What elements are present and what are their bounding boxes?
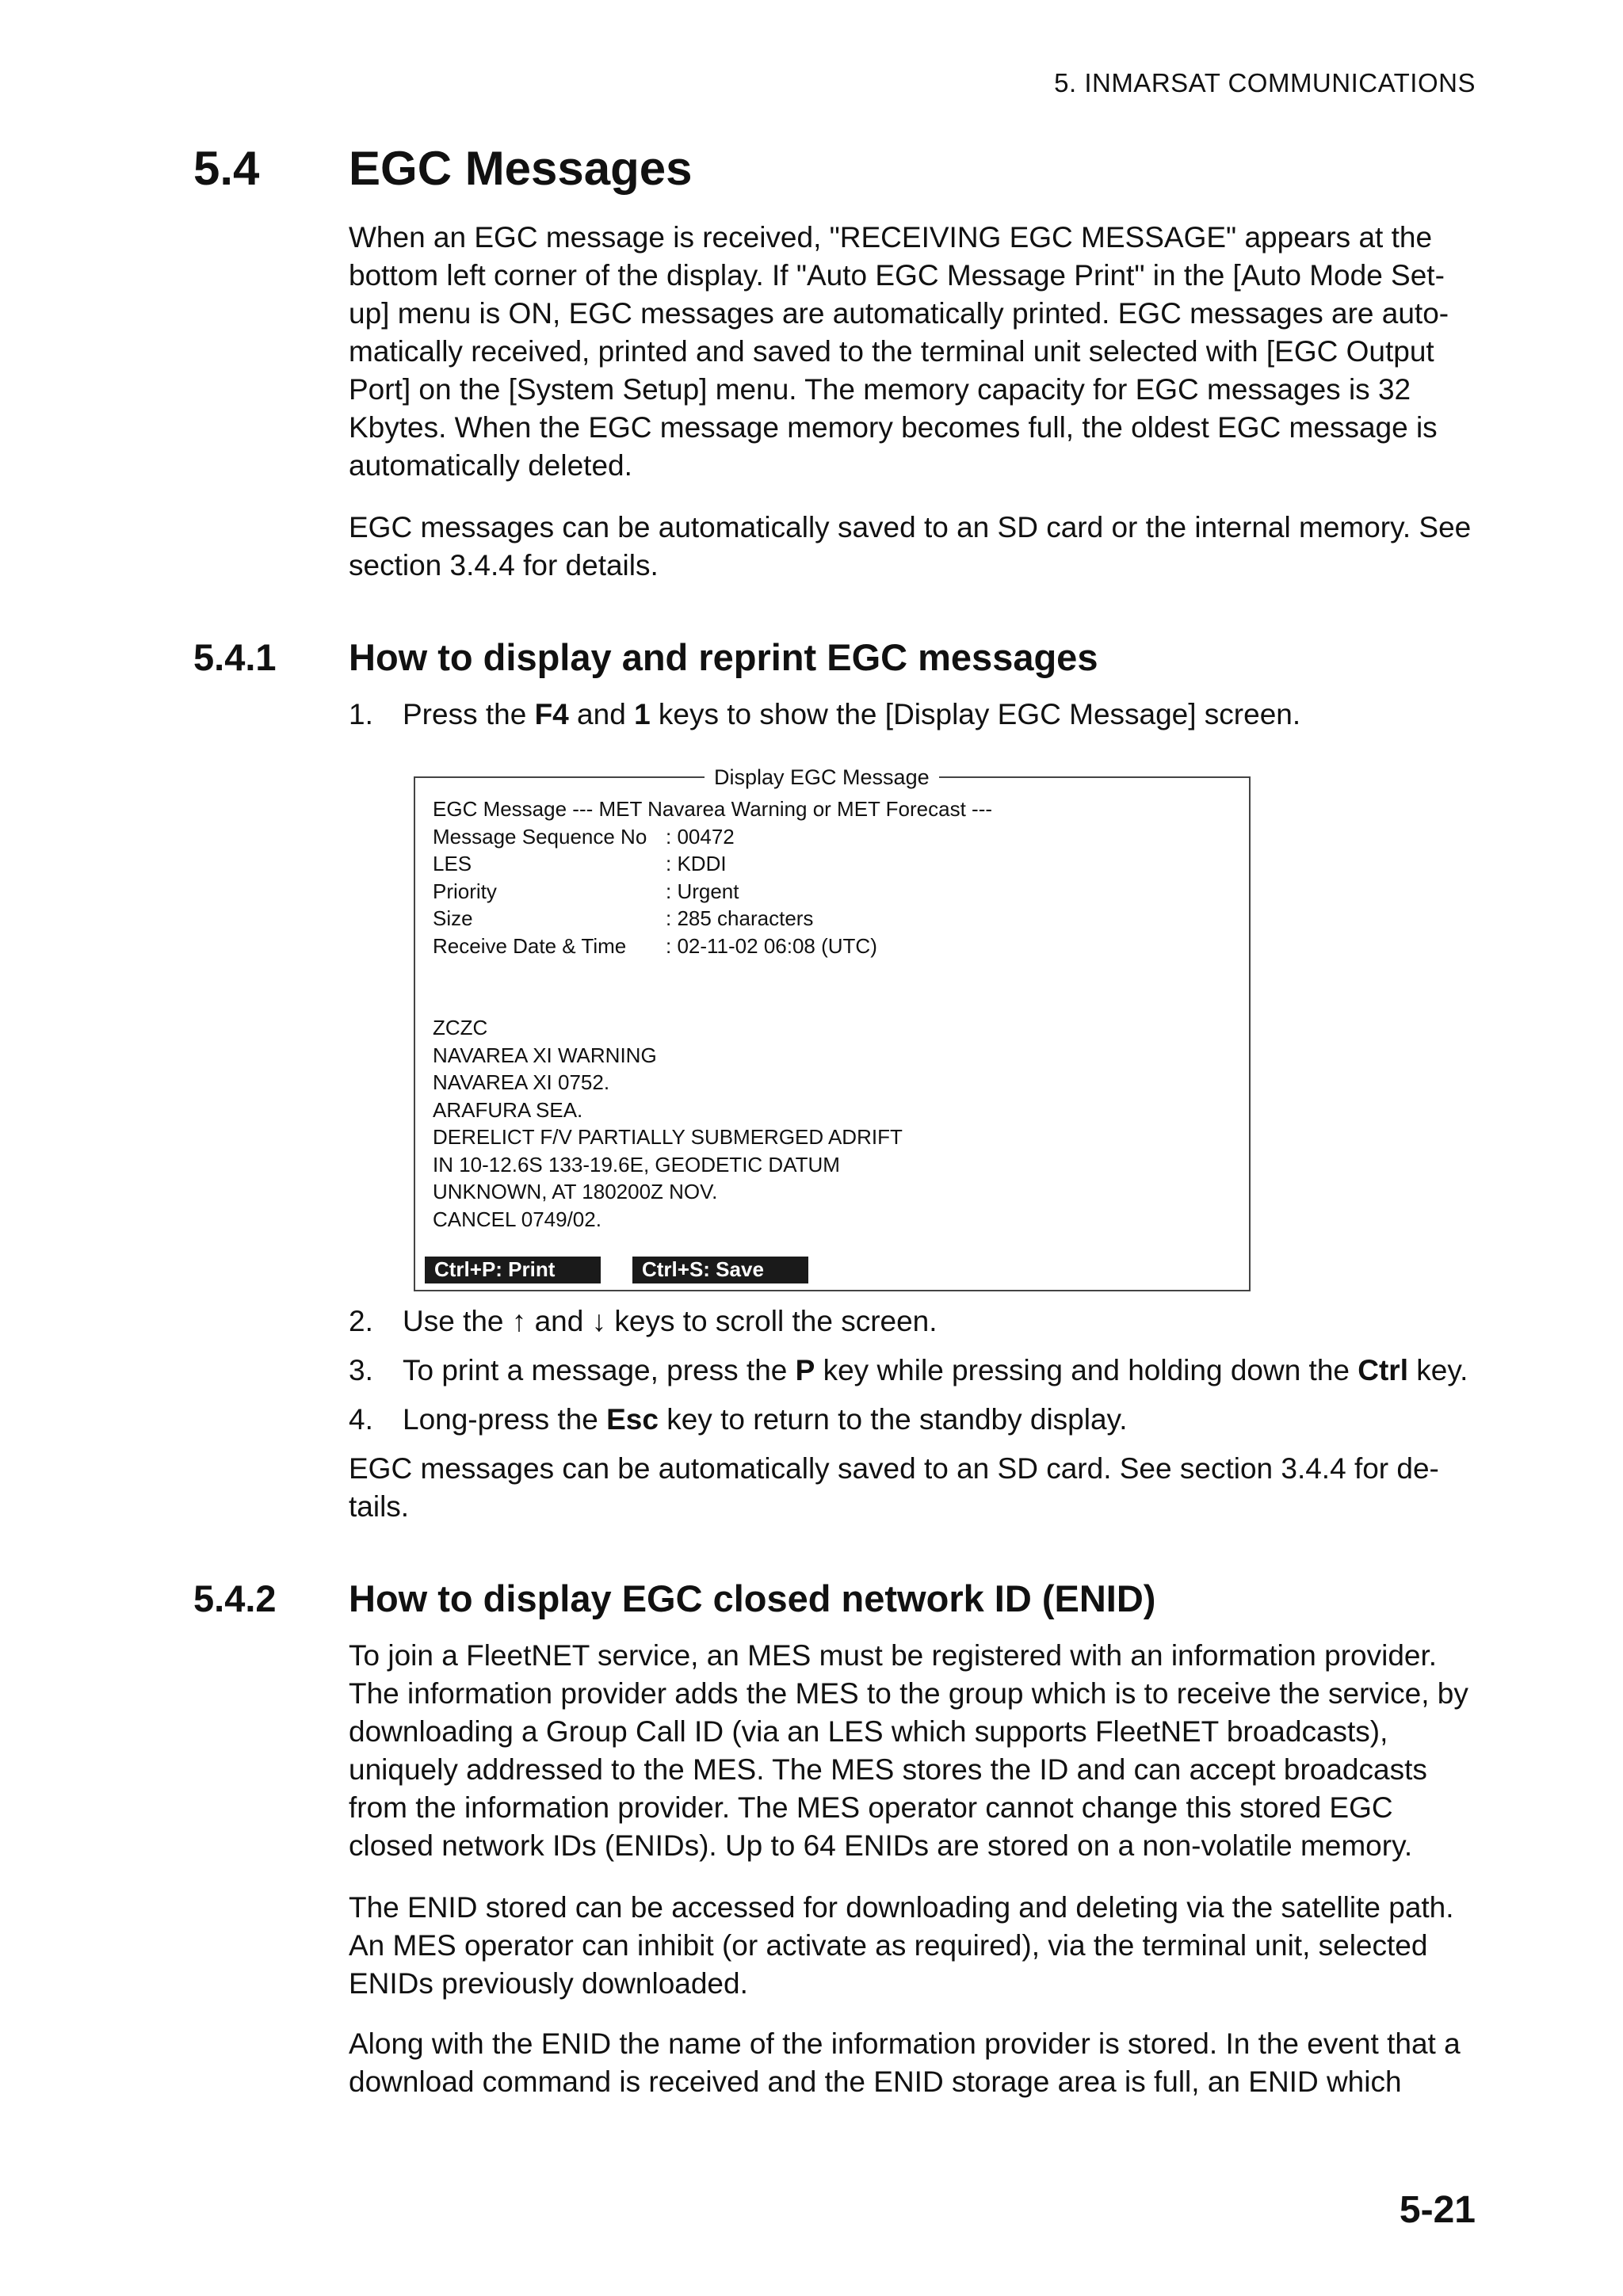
save-button[interactable]: Ctrl+S: Save (632, 1257, 808, 1283)
field-row (433, 905, 1233, 933)
field-row (433, 933, 1233, 960)
subsection-1-title: How to display and reprint EGC messages (349, 636, 1098, 678)
step-number: 1. (349, 698, 373, 730)
field-value: : 285 characters (666, 906, 814, 930)
spacer (433, 959, 1233, 1014)
section-title: EGC Messages (349, 142, 693, 195)
step-number: 2. (349, 1305, 373, 1337)
section-paragraph-2: EGC messages can be automatically saved to an SD card or the internal memory. See section 3.4.4 for details. (349, 511, 1472, 582)
subsection-2-paragraph-3: Along with the ENID the name of the information provider is stored. In the event that a download command is received and the ENID storage area is full, an ENID which (349, 2027, 1461, 2098)
step-3 (349, 1352, 1468, 1390)
page-number: 5-21 (1399, 2189, 1476, 2231)
section-paragraph-1: When an EGC message is received, "RECEIVING EGC MESSAGE" appears at the bottom left corner of the display. If "Auto EGC Message Print" in the [Auto Mode Set-up] menu is ON, EGC messages are automatically printed. EGC messages are auto-matically received, printed and saved to the terminal unit selected with [EGC Output Port] on the [System Setup] menu. The memory capacity for EGC messages is 32 Kbytes. When the EGC message memory becomes full, the oldest EGC message is automatically deleted. (349, 221, 1449, 482)
key-f4: F4 (534, 698, 569, 730)
message-line: NAVAREA XI 0752. (433, 1070, 610, 1094)
save-note: EGC messages can be automatically saved to an SD card. See section 3.4.4 for de-tails. (349, 1452, 1439, 1523)
step-number: 3. (349, 1354, 373, 1386)
message-heading: EGC Message --- MET Navarea Warning or MET Forecast --- (433, 797, 993, 821)
field-label: Message Sequence No (433, 824, 647, 849)
field-value: : 02-11-02 06:08 (UTC) (666, 933, 877, 958)
step-text: keys to show the [Display EGC Message] screen. (650, 698, 1301, 730)
field-value: : Urgent (666, 879, 739, 903)
message-line: CANCEL 0749/02. (433, 1207, 601, 1231)
field-row (433, 823, 1233, 851)
field-label: Receive Date & Time (433, 933, 627, 958)
field-value: : 00472 (666, 824, 735, 849)
key-1: 1 (634, 698, 651, 730)
field-row (433, 878, 1233, 906)
step-text: Press the (403, 698, 535, 730)
message-line: NAVAREA XI WARNING (433, 1043, 657, 1067)
screen-content (433, 795, 1233, 1233)
subsection-2-title: How to display EGC closed network ID (ENID) (349, 1577, 1156, 1619)
subsection-2-paragraph-1: To join a FleetNET service, an MES must be registered with an information provider. The information provider adds the MES to the group which is to receive the service, by downloading a Group Call ID (via an LES which supports FleetNET broadcasts), uniquely addressed to the MES. The MES stores the ID and can accept broadcasts from the information provider. The MES operator cannot change this stored EGC closed network IDs (ENIDs). Up to 64 ENIDs are stored on a non-volatile memory. (349, 1639, 1468, 1862)
step-text: key. (1408, 1354, 1468, 1386)
section-number: 5.4 (193, 142, 260, 195)
subsection-2-number: 5.4.2 (193, 1577, 277, 1619)
display-egc-message-screen (414, 765, 1251, 1291)
message-line: ARAFURA SEA. (433, 1097, 583, 1122)
key-p: P (795, 1354, 815, 1386)
step-text: To print a message, press the (403, 1354, 796, 1386)
message-line: IN 10-12.6S 133-19.6E, GEODETIC DATUM (433, 1152, 840, 1177)
step-1 (349, 696, 1300, 734)
subsection-2-paragraph-2: The ENID stored can be accessed for downloading and deleting via the satellite path. An MES operator can inhibit (or activate as required), via the terminal unit, selected ENIDs previously downloaded. (349, 1891, 1454, 2000)
message-line: DERELICT F/V PARTIALLY SUBMERGED ADRIFT (433, 1125, 903, 1149)
print-button[interactable]: Ctrl+P: Print (425, 1257, 601, 1283)
subsection-1-number: 5.4.1 (193, 636, 277, 678)
message-line: UNKNOWN, AT 180200Z NOV. (433, 1180, 718, 1203)
field-label: Priority (433, 879, 497, 903)
step-text: and (568, 698, 635, 730)
step-number: 4. (349, 1403, 373, 1436)
step-2 (349, 1302, 938, 1341)
field-row (433, 850, 1233, 878)
key-ctrl: Ctrl (1358, 1354, 1408, 1386)
field-label: LES (433, 852, 472, 875)
field-label: Size (433, 906, 473, 930)
step-text: Long-press the (403, 1403, 607, 1436)
step-text: key to return to the standby display. (658, 1403, 1128, 1436)
screen-title: Display EGC Message (705, 765, 939, 790)
field-value: : KDDI (666, 852, 727, 875)
step-4 (349, 1401, 1128, 1439)
key-esc: Esc (606, 1403, 659, 1436)
step-text: Use the ↑ and ↓ keys to scroll the screen. (403, 1305, 938, 1337)
running-header: 5. INMARSAT COMMUNICATIONS (1054, 68, 1476, 97)
message-line: ZCZC (433, 1016, 488, 1039)
step-text: key while pressing and holding down the (815, 1354, 1358, 1386)
